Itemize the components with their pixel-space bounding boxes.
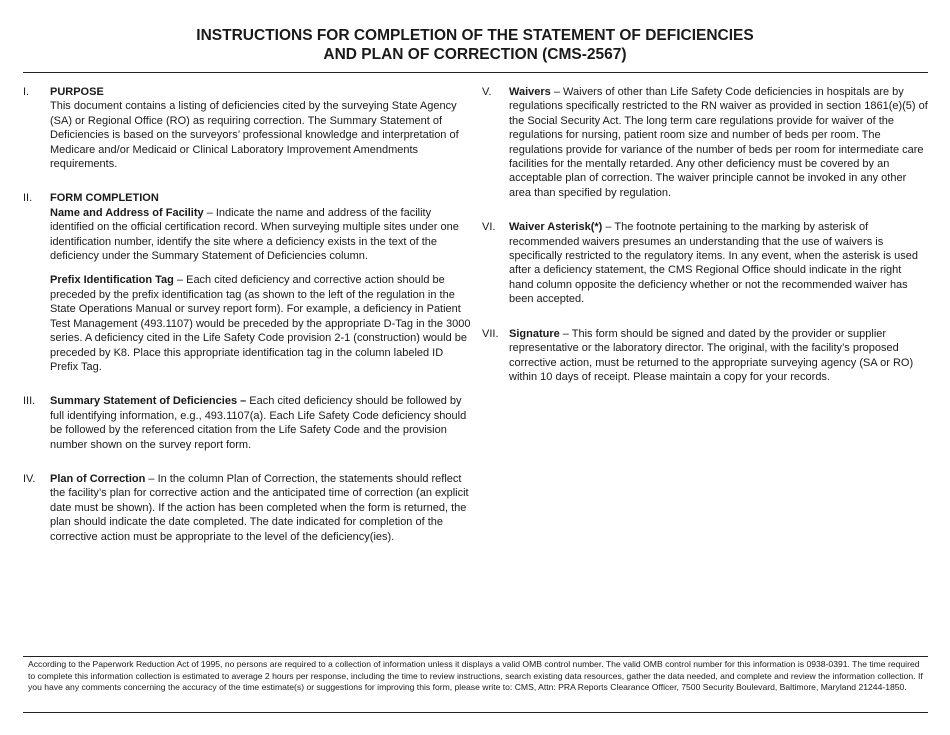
- plan-text: – In the column Plan of Correction, the statements should reflect the facility’s plan for corrective action and the anticipated time of correction (an explicit date must be shown). If the action has been completed when the form is returned, the plan should indicate the date completed. The date indicated for completion of the corrective action must be appropriate to the level of the deficiency(ies).: [50, 472, 469, 543]
- footer-divider-top: [23, 656, 928, 657]
- right-column: [482, 85, 928, 384]
- prefix-tag-heading: Prefix Identification Tag: [50, 274, 174, 287]
- asterisk-heading: Waiver Asterisk(*): [509, 221, 603, 234]
- name-address-text: – Indicate the name and address of the facility identified on the official certification record. When surveying multiple sites under one identification number, identify the site where a deficiency exists in the text of the deficiency under the Summary Statement of Deficiencies column.: [50, 206, 459, 263]
- plan-heading: Plan of Correction: [50, 472, 146, 485]
- signature-paragraph: [509, 327, 928, 385]
- summary-text: Each cited deficiency should be followed by full identifying information, e.g., 493.1107(a). Each Life Safety Code deficiency should be followed by the referenced citation from the Life Safety Code and the provision number shown on the survey report form.: [50, 395, 467, 451]
- summary-heading: Summary Statement of Deficiencies –: [50, 395, 247, 408]
- section-waiver-asterisk: [482, 220, 928, 306]
- waivers-text: – Waivers of other than Life Safety Code deficiencies in hospitals are by regulations specifically restricted to the RN waiver as provided in section 1861(e)(5) of the Social Security Act. The long term care regulations provide for waiver of the regulations for nursing, patient room size and number of beds per room. The regulations provide for variance of the number of beds per room for intermediate care facilities for the mentally retarded. Any other deficiency must be covered by an acceptable plan of correction. The waiver principle cannot be invoked in any other area than specified by regulation.: [509, 86, 928, 199]
- section-heading: FORM COMPLETION: [50, 192, 159, 205]
- signature-text: – This form should be signed and dated by the provider or supplier representative or the laboratory director. The original, with the facility’s proposed corrective action, must be returned to the appropriate surveying agency (SA or RO) within 10 days of receipt. Please maintain a copy for your records.: [509, 327, 914, 383]
- section-waivers: [482, 85, 928, 200]
- section-plan-of-correction: [23, 472, 471, 544]
- asterisk-paragraph: [509, 220, 928, 306]
- section-number: VI.: [482, 221, 496, 234]
- section-signature: [482, 327, 928, 385]
- title-line-2: AND PLAN OF CORRECTION (CMS-2567): [323, 46, 627, 63]
- page-title: [0, 26, 950, 64]
- section-number: I.: [23, 86, 30, 98]
- signature-heading: Signature: [509, 327, 560, 340]
- summary-paragraph: [50, 394, 471, 452]
- name-address-paragraph: [50, 206, 471, 264]
- title-line-1: INSTRUCTIONS FOR COMPLETION OF THE STATEMENT OF DEFICIENCIES: [196, 27, 754, 44]
- section-number: VII.: [482, 327, 499, 340]
- section-number: II.: [23, 192, 33, 205]
- section-heading: PURPOSE: [50, 86, 104, 98]
- section-number: IV.: [23, 472, 36, 485]
- waivers-heading: Waivers: [509, 86, 551, 98]
- footer-divider-bottom: [23, 712, 928, 713]
- paperwork-reduction-notice: According to the Paperwork Reduction Act of 1995, no persons are required to a collection of information unless it displays a valid OMB control number. The valid OMB control number for this information is 0938-0391. The time required to complete this information collection is estimated to average 2 hours per response, including the time to review instructions, search existing data resources, gather the data needed, and complete and review the information collection. If you have any comments concerning the accuracy of the time estimate(s) or suggestions for improving this form, please write to: CMS, Attn: PRA Reports Clearance Officer, 7500 Security Boulevard, Baltimore, Maryland 21244-1850.: [28, 659, 923, 693]
- waivers-paragraph: [509, 85, 928, 200]
- prefix-tag-paragraph: [50, 273, 471, 374]
- asterisk-text: – The footnote pertaining to the marking by asterisk of recommended waivers presumes an understanding that the use of waivers is specifically restricted to the regulatory items. In any event, when the asterisk is used after a deficiency statement, the CMS Regional Office should indicate in the right hand column opposite the deficiency whether or not the recommended waiver has been accepted.: [509, 221, 919, 306]
- prefix-tag-text: – Each cited deficiency and corrective action should be preceded by the prefix identification tag (as shown to the left of the regulation in the State Operations Manual or survey report form). For example, a deficiency in Patient Test Management (493.1107) would be preceded by the appropriate D-Tag in the 3000 series. A deficiency cited in the Life Safety Code provision 2-1 (construction) would be preceded by K8. Place this appropriate identification tag in the column labeled ID Prefix Tag.: [50, 274, 471, 373]
- name-address-heading: Name and Address of Facility: [50, 206, 204, 219]
- section-text: This document contains a listing of deficiencies cited by the surveying State Agency (SA) or Regional Office (RO) as requiring correction. The Summary Statement of Deficiencies is based on the surveyors’ professional knowledge and interpretation of Medicare and/or Medicaid or Clinical Laboratory Improvement Amendments requirements.: [50, 100, 459, 171]
- section-purpose: [23, 85, 471, 171]
- plan-paragraph: [50, 472, 471, 544]
- section-number: III.: [23, 395, 36, 408]
- title-divider: [23, 72, 928, 73]
- section-number: V.: [482, 86, 492, 98]
- section-form-completion: [23, 191, 471, 374]
- section-summary-statement: [23, 394, 471, 452]
- left-column: [23, 85, 471, 544]
